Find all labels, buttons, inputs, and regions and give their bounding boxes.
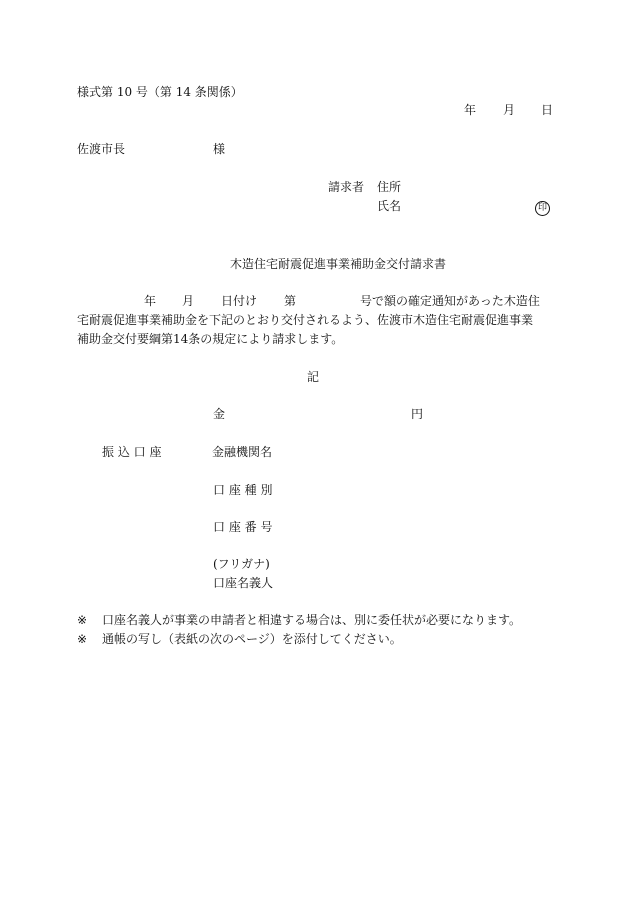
bank-institution-label: 金融機関名 bbox=[212, 445, 273, 459]
date-year: 年 bbox=[464, 103, 477, 117]
body-line1-rest: 号で額の確定通知があった木造住 bbox=[360, 294, 540, 308]
seal-char: 印 bbox=[535, 201, 550, 216]
amount-label: 金 bbox=[213, 407, 226, 421]
date-month: 月 bbox=[503, 103, 516, 117]
note-mark: ※ bbox=[77, 613, 88, 627]
form-number: 様式第 10 号（第 14 条関係） bbox=[77, 85, 243, 99]
body-line3: 補助金交付要綱第14条の規定により請求します。 bbox=[77, 332, 344, 346]
addressee-name: 佐渡市長 bbox=[77, 142, 126, 156]
note-text: 通帳の写し（表紙の次のページ）を添付してください。 bbox=[102, 632, 402, 646]
body-number-prefix: 第 bbox=[284, 294, 297, 308]
requester-role-label: 請求者 bbox=[328, 180, 365, 194]
requester-name-label: 氏名 bbox=[377, 199, 402, 213]
body-line2: 宅耐震促進事業補助金を下記のとおり交付されるよう、佐渡市木造住宅耐震促進事業 bbox=[77, 313, 534, 327]
document-title: 木造住宅耐震促進事業補助金交付請求書 bbox=[230, 257, 447, 271]
note-text: 口座名義人が事業の申請者と相違する場合は、別に委任状が必要になります。 bbox=[102, 613, 522, 627]
bank-furigana-label: (フリガナ) bbox=[213, 557, 270, 571]
bank-account-number-label: 口 座 番 号 bbox=[213, 520, 273, 534]
addressee-honorific: 様 bbox=[213, 142, 226, 156]
body-year: 年 bbox=[144, 294, 157, 308]
bank-account-holder-label: 口座名義人 bbox=[213, 576, 274, 590]
seal-mark bbox=[535, 198, 550, 216]
body-dated: 日付け bbox=[221, 294, 258, 308]
bank-account-type-label: 口 座 種 別 bbox=[213, 483, 273, 497]
body-month: 月 bbox=[182, 294, 195, 308]
note-mark: ※ bbox=[77, 632, 88, 646]
requester-address-label: 住所 bbox=[377, 180, 402, 194]
ki-heading: 記 bbox=[307, 370, 320, 384]
date-day: 日 bbox=[541, 103, 554, 117]
amount-unit: 円 bbox=[411, 407, 424, 421]
bank-section-label: 振 込 口 座 bbox=[102, 445, 162, 459]
